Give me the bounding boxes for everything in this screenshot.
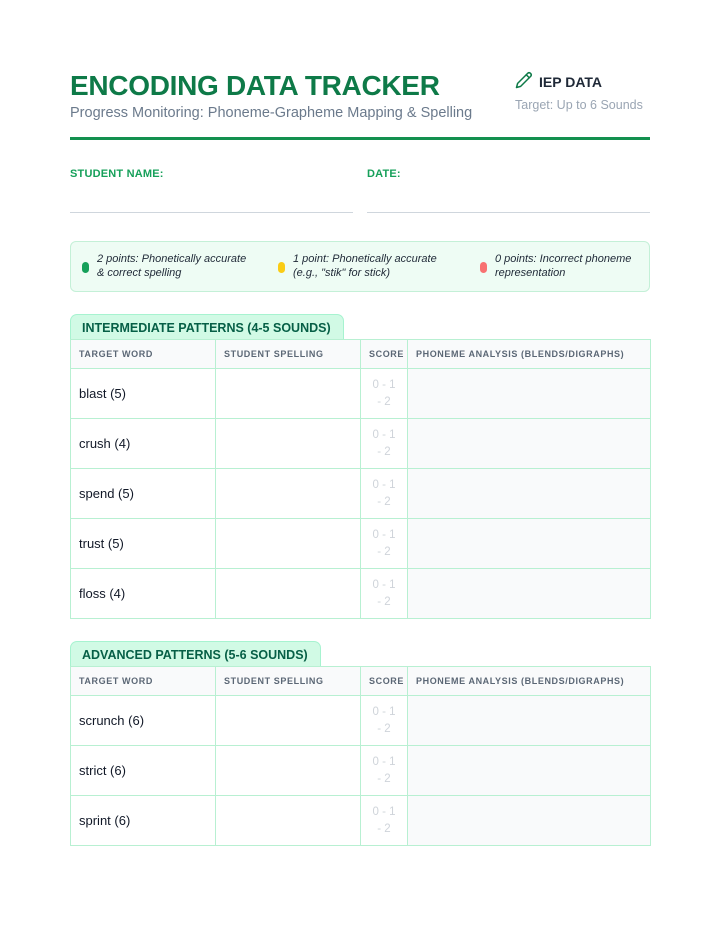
score-cell[interactable]: 0 - 1 - 2 [361,696,408,746]
phoneme-analysis-cell[interactable] [408,369,651,419]
target-word: spend (5) [71,469,216,519]
student-spelling-cell[interactable] [216,369,361,419]
iep-block [515,72,655,112]
legend-text: 0 points: Incorrect phoneme representation [495,253,632,279]
student-spelling-cell[interactable] [216,519,361,569]
table-row [71,696,651,746]
target-word: sprint (6) [71,796,216,846]
legend-item [82,252,246,280]
table-row [71,796,651,846]
student-spelling-cell[interactable] [216,796,361,846]
iep-label: IEP DATA [539,74,603,90]
date-label: DATE: [367,168,401,180]
section-tab-advanced: ADVANCED PATTERNS (5-6 SOUNDS) [70,641,321,667]
legend-item [480,252,631,280]
header-rule [70,137,650,140]
table-row [71,569,651,619]
target-word: floss (4) [71,569,216,619]
phoneme-analysis-cell[interactable] [408,419,651,469]
score-cell[interactable]: 0 - 1 - 2 [361,796,408,846]
column-header-target: TARGET WORD [71,340,216,369]
target-word: strict (6) [71,746,216,796]
student-spelling-cell[interactable] [216,746,361,796]
phoneme-analysis-cell[interactable] [408,469,651,519]
header [70,70,650,142]
score-cell[interactable]: 0 - 1 - 2 [361,419,408,469]
legend-text: 2 points: Phonetically accurate & correct spelling [97,253,247,279]
student-spelling-cell[interactable] [216,469,361,519]
score-cell[interactable]: 0 - 1 - 2 [361,746,408,796]
table-row [71,369,651,419]
table-row [71,519,651,569]
target-word: crush (4) [71,419,216,469]
target-word: scrunch (6) [71,696,216,746]
score-cell[interactable]: 0 - 1 - 2 [361,569,408,619]
legend-text: 1 point: Phonetically accurate (e.g., "stik" for stick) [293,253,437,279]
student-spelling-cell[interactable] [216,696,361,746]
table-row [71,419,651,469]
phoneme-analysis-cell[interactable] [408,796,651,846]
intermediate-table [70,339,651,619]
student-spelling-cell[interactable] [216,569,361,619]
target-word: trust (5) [71,519,216,569]
iep-target: Target: Up to 6 Sounds [515,98,643,112]
column-header-analysis: PHONEME ANALYSIS (BLENDS/DIGRAPHS) [408,667,651,696]
phoneme-analysis-cell[interactable] [408,746,651,796]
yellow-dot-icon [278,262,285,273]
legend-item [278,252,437,280]
score-cell[interactable]: 0 - 1 - 2 [361,369,408,419]
scoring-legend [70,241,650,292]
column-header-spelling: STUDENT SPELLING [216,667,361,696]
student-name-field[interactable] [70,212,353,213]
column-header-spelling: STUDENT SPELLING [216,340,361,369]
column-header-score: SCORE [361,340,408,369]
pencil-icon [515,71,533,94]
score-cell[interactable]: 0 - 1 - 2 [361,519,408,569]
phoneme-analysis-cell[interactable] [408,696,651,746]
target-word: blast (5) [71,369,216,419]
phoneme-analysis-cell[interactable] [408,519,651,569]
page-subtitle: Progress Monitoring: Phoneme-Grapheme Mapping & Spelling [70,105,473,121]
phoneme-analysis-cell[interactable] [408,569,651,619]
student-name-label: STUDENT NAME: [70,168,164,180]
page-title: ENCODING DATA TRACKER [70,70,440,101]
table-row [71,469,651,519]
score-cell[interactable]: 0 - 1 - 2 [361,469,408,519]
column-header-target: TARGET WORD [71,667,216,696]
red-dot-icon [480,262,487,273]
advanced-table [70,666,651,846]
table-header-row [71,667,651,696]
table-row [71,746,651,796]
column-header-score: SCORE [361,667,408,696]
table-header-row [71,340,651,369]
student-spelling-cell[interactable] [216,419,361,469]
date-field[interactable] [367,212,650,213]
green-dot-icon [82,262,89,273]
section-tab-intermediate: INTERMEDIATE PATTERNS (4-5 SOUNDS) [70,314,344,340]
column-header-analysis: PHONEME ANALYSIS (BLENDS/DIGRAPHS) [408,340,651,369]
